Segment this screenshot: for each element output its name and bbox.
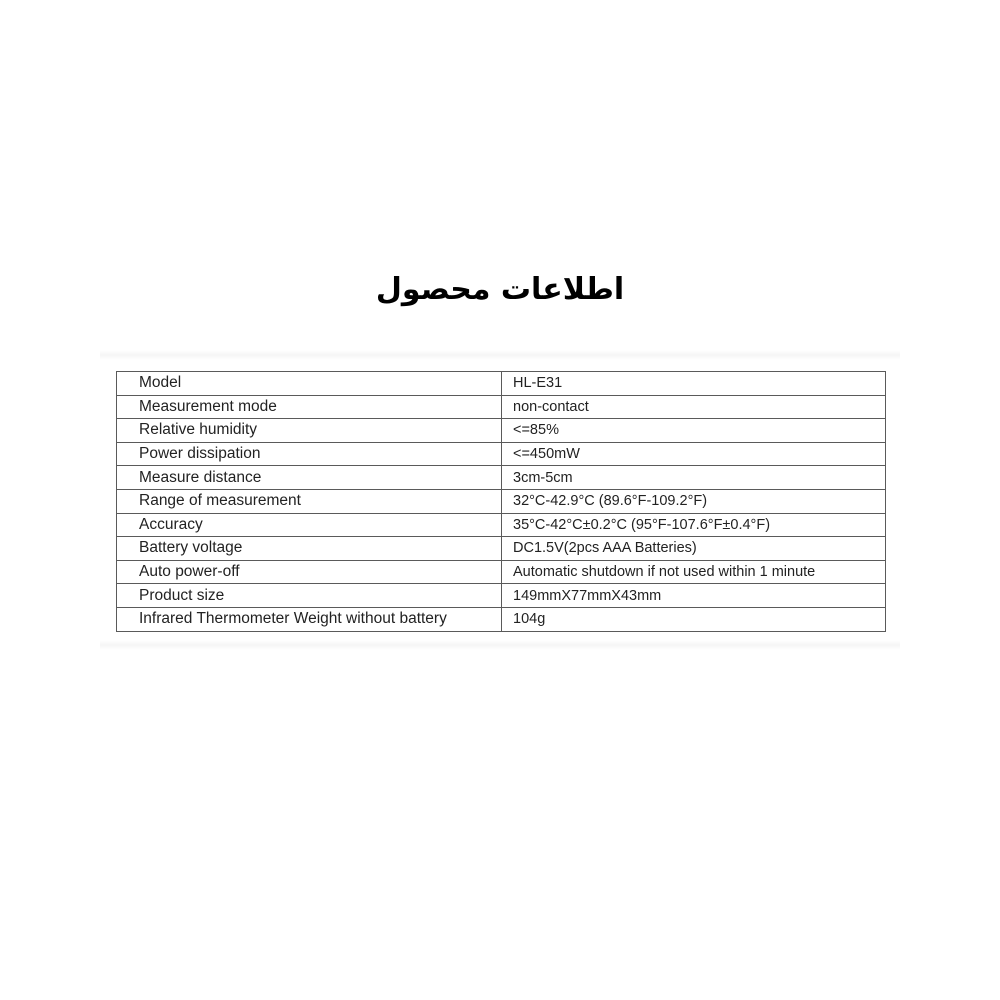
spec-label: Range of measurement — [117, 489, 502, 513]
spec-label: Relative humidity — [117, 419, 502, 443]
spec-value: 32°C-42.9°C (89.6°F-109.2°F) — [502, 489, 886, 513]
scan-shadow-bottom — [100, 640, 900, 650]
spec-label: Power dissipation — [117, 442, 502, 466]
spec-value: 149mmX77mmX43mm — [502, 584, 886, 608]
specifications-table — [116, 371, 886, 632]
spec-value: HL-E31 — [502, 372, 886, 396]
table-row — [117, 372, 886, 396]
table-row — [117, 584, 886, 608]
spec-label: Measurement mode — [117, 395, 502, 419]
table-row — [117, 607, 886, 631]
spec-value: <=450mW — [502, 442, 886, 466]
spec-value: 104g — [502, 607, 886, 631]
spec-label: Auto power-off — [117, 560, 502, 584]
spec-value: Automatic shutdown if not used within 1 minute — [502, 560, 886, 584]
spec-label: Product size — [117, 584, 502, 608]
spec-label: Infrared Thermometer Weight without battery — [117, 607, 502, 631]
scan-shadow-top — [100, 350, 900, 360]
spec-value: 35°C-42°C±0.2°C (95°F-107.6°F±0.4°F) — [502, 513, 886, 537]
spec-value: non-contact — [502, 395, 886, 419]
table-row — [117, 419, 886, 443]
spec-label: Battery voltage — [117, 537, 502, 561]
table-row — [117, 442, 886, 466]
spec-value: 3cm-5cm — [502, 466, 886, 490]
spec-label: Measure distance — [117, 466, 502, 490]
spec-value: <=85% — [502, 419, 886, 443]
table-row — [117, 489, 886, 513]
table-row — [117, 537, 886, 561]
page-title: اطلاعات محصول — [375, 272, 625, 307]
table-row — [117, 395, 886, 419]
table-row — [117, 513, 886, 537]
spec-label: Accuracy — [117, 513, 502, 537]
table-row — [117, 560, 886, 584]
spec-label: Model — [117, 372, 502, 396]
table-row — [117, 466, 886, 490]
spec-value: DC1.5V(2pcs AAA Batteries) — [502, 537, 886, 561]
